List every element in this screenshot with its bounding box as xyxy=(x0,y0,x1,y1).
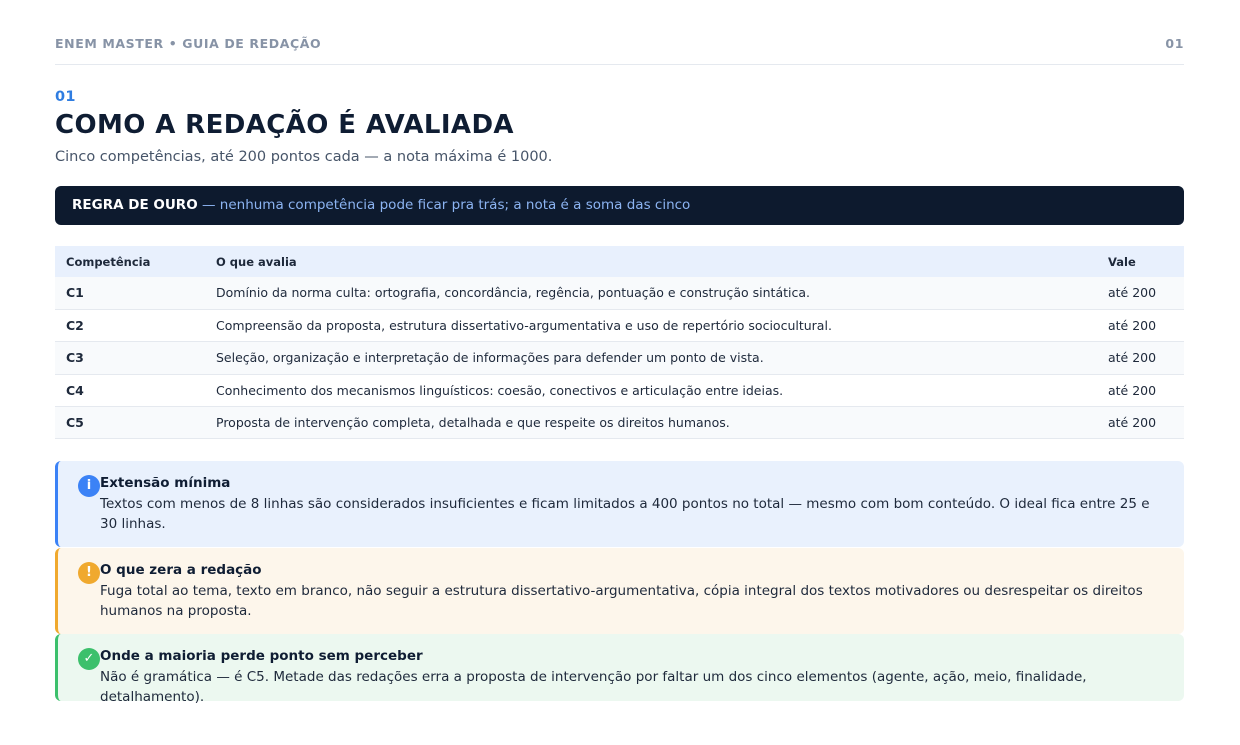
golden-rule-lead: REGRA DE OURO xyxy=(72,197,198,213)
competency-code: C4 xyxy=(55,374,205,406)
competency-description: Compreensão da proposta, estrutura dissertativo-argumentativa e uso de repertório sociocultural. xyxy=(205,309,1097,341)
competency-description: Conhecimento dos mecanismos linguísticos: coesão, conectivos e articulação entre ideias. xyxy=(205,374,1097,406)
competency-code: C2 xyxy=(55,309,205,341)
golden-rule-banner xyxy=(55,186,1184,225)
page-subtitle: Cinco competências, até 200 pontos cada — a nota máxima é 1000. xyxy=(55,149,553,165)
table-row xyxy=(55,277,1184,309)
table-row xyxy=(55,374,1184,406)
competencies-table xyxy=(55,246,1184,439)
warning-icon: ! xyxy=(78,562,100,584)
competency-value: até 200 xyxy=(1097,277,1184,309)
callout-title: Extensão mínima xyxy=(100,475,231,491)
competency-value: até 200 xyxy=(1097,407,1184,439)
callout-title: O que zera a redação xyxy=(100,562,262,578)
competency-code: C5 xyxy=(55,407,205,439)
callout-title: Onde a maioria perde ponto sem perceber xyxy=(100,648,423,664)
table-header-row xyxy=(55,246,1184,277)
table-row xyxy=(55,309,1184,341)
competency-description: Domínio da norma culta: ortografia, concordância, regência, pontuação e construção sintática. xyxy=(205,277,1097,309)
callout-zero-score xyxy=(55,548,1184,634)
competency-code: C3 xyxy=(55,342,205,374)
column-header-what-it-evaluates: O que avalia xyxy=(205,246,1097,277)
section-number: 01 xyxy=(55,89,76,105)
competency-description: Seleção, organização e interpretação de informações para defender um ponto de vista. xyxy=(205,342,1097,374)
column-header-competency: Competência xyxy=(55,246,205,277)
competency-description: Proposta de intervenção completa, detalhada e que respeite os direitos humanos. xyxy=(205,407,1097,439)
column-header-value: Vale xyxy=(1097,246,1184,277)
competency-code: C1 xyxy=(55,277,205,309)
page-title: COMO A REDAÇÃO É AVALIADA xyxy=(55,110,514,140)
check-icon: ✓ xyxy=(78,648,100,670)
brand-label: ENEM MASTER • GUIA DE REDAÇÃO xyxy=(55,36,322,51)
golden-rule-text: — nenhuma competência pode ficar pra trás; a nota é a soma das cinco xyxy=(197,197,691,213)
table-row xyxy=(55,407,1184,439)
callout-hidden-point-loss xyxy=(55,634,1184,705)
page-number: 01 xyxy=(1165,36,1184,51)
competency-value: até 200 xyxy=(1097,342,1184,374)
table-row xyxy=(55,342,1184,374)
callout-minimum-length xyxy=(55,461,1184,547)
top-bar xyxy=(55,36,1184,65)
competency-value: até 200 xyxy=(1097,374,1184,406)
callout-body: Não é gramática — é C5. Metade das redações erra a proposta de intervenção por faltar um dos cinco elementos (agente, ação, meio, finalidade, detalhamento). xyxy=(100,669,1087,705)
callout-body: Textos com menos de 8 linhas são considerados insuficientes e ficam limitados a 400 pontos no total — mesmo com bom conteúdo. O ideal fica entre 25 e 30 linhas. xyxy=(100,496,1150,532)
callout-body: Fuga total ao tema, texto em branco, não seguir a estrutura dissertativo-argumentativa, cópia integral dos textos motivadores ou desrespeitar os direitos humanos na proposta. xyxy=(100,583,1143,619)
info-icon: i xyxy=(78,475,100,497)
competency-value: até 200 xyxy=(1097,309,1184,341)
